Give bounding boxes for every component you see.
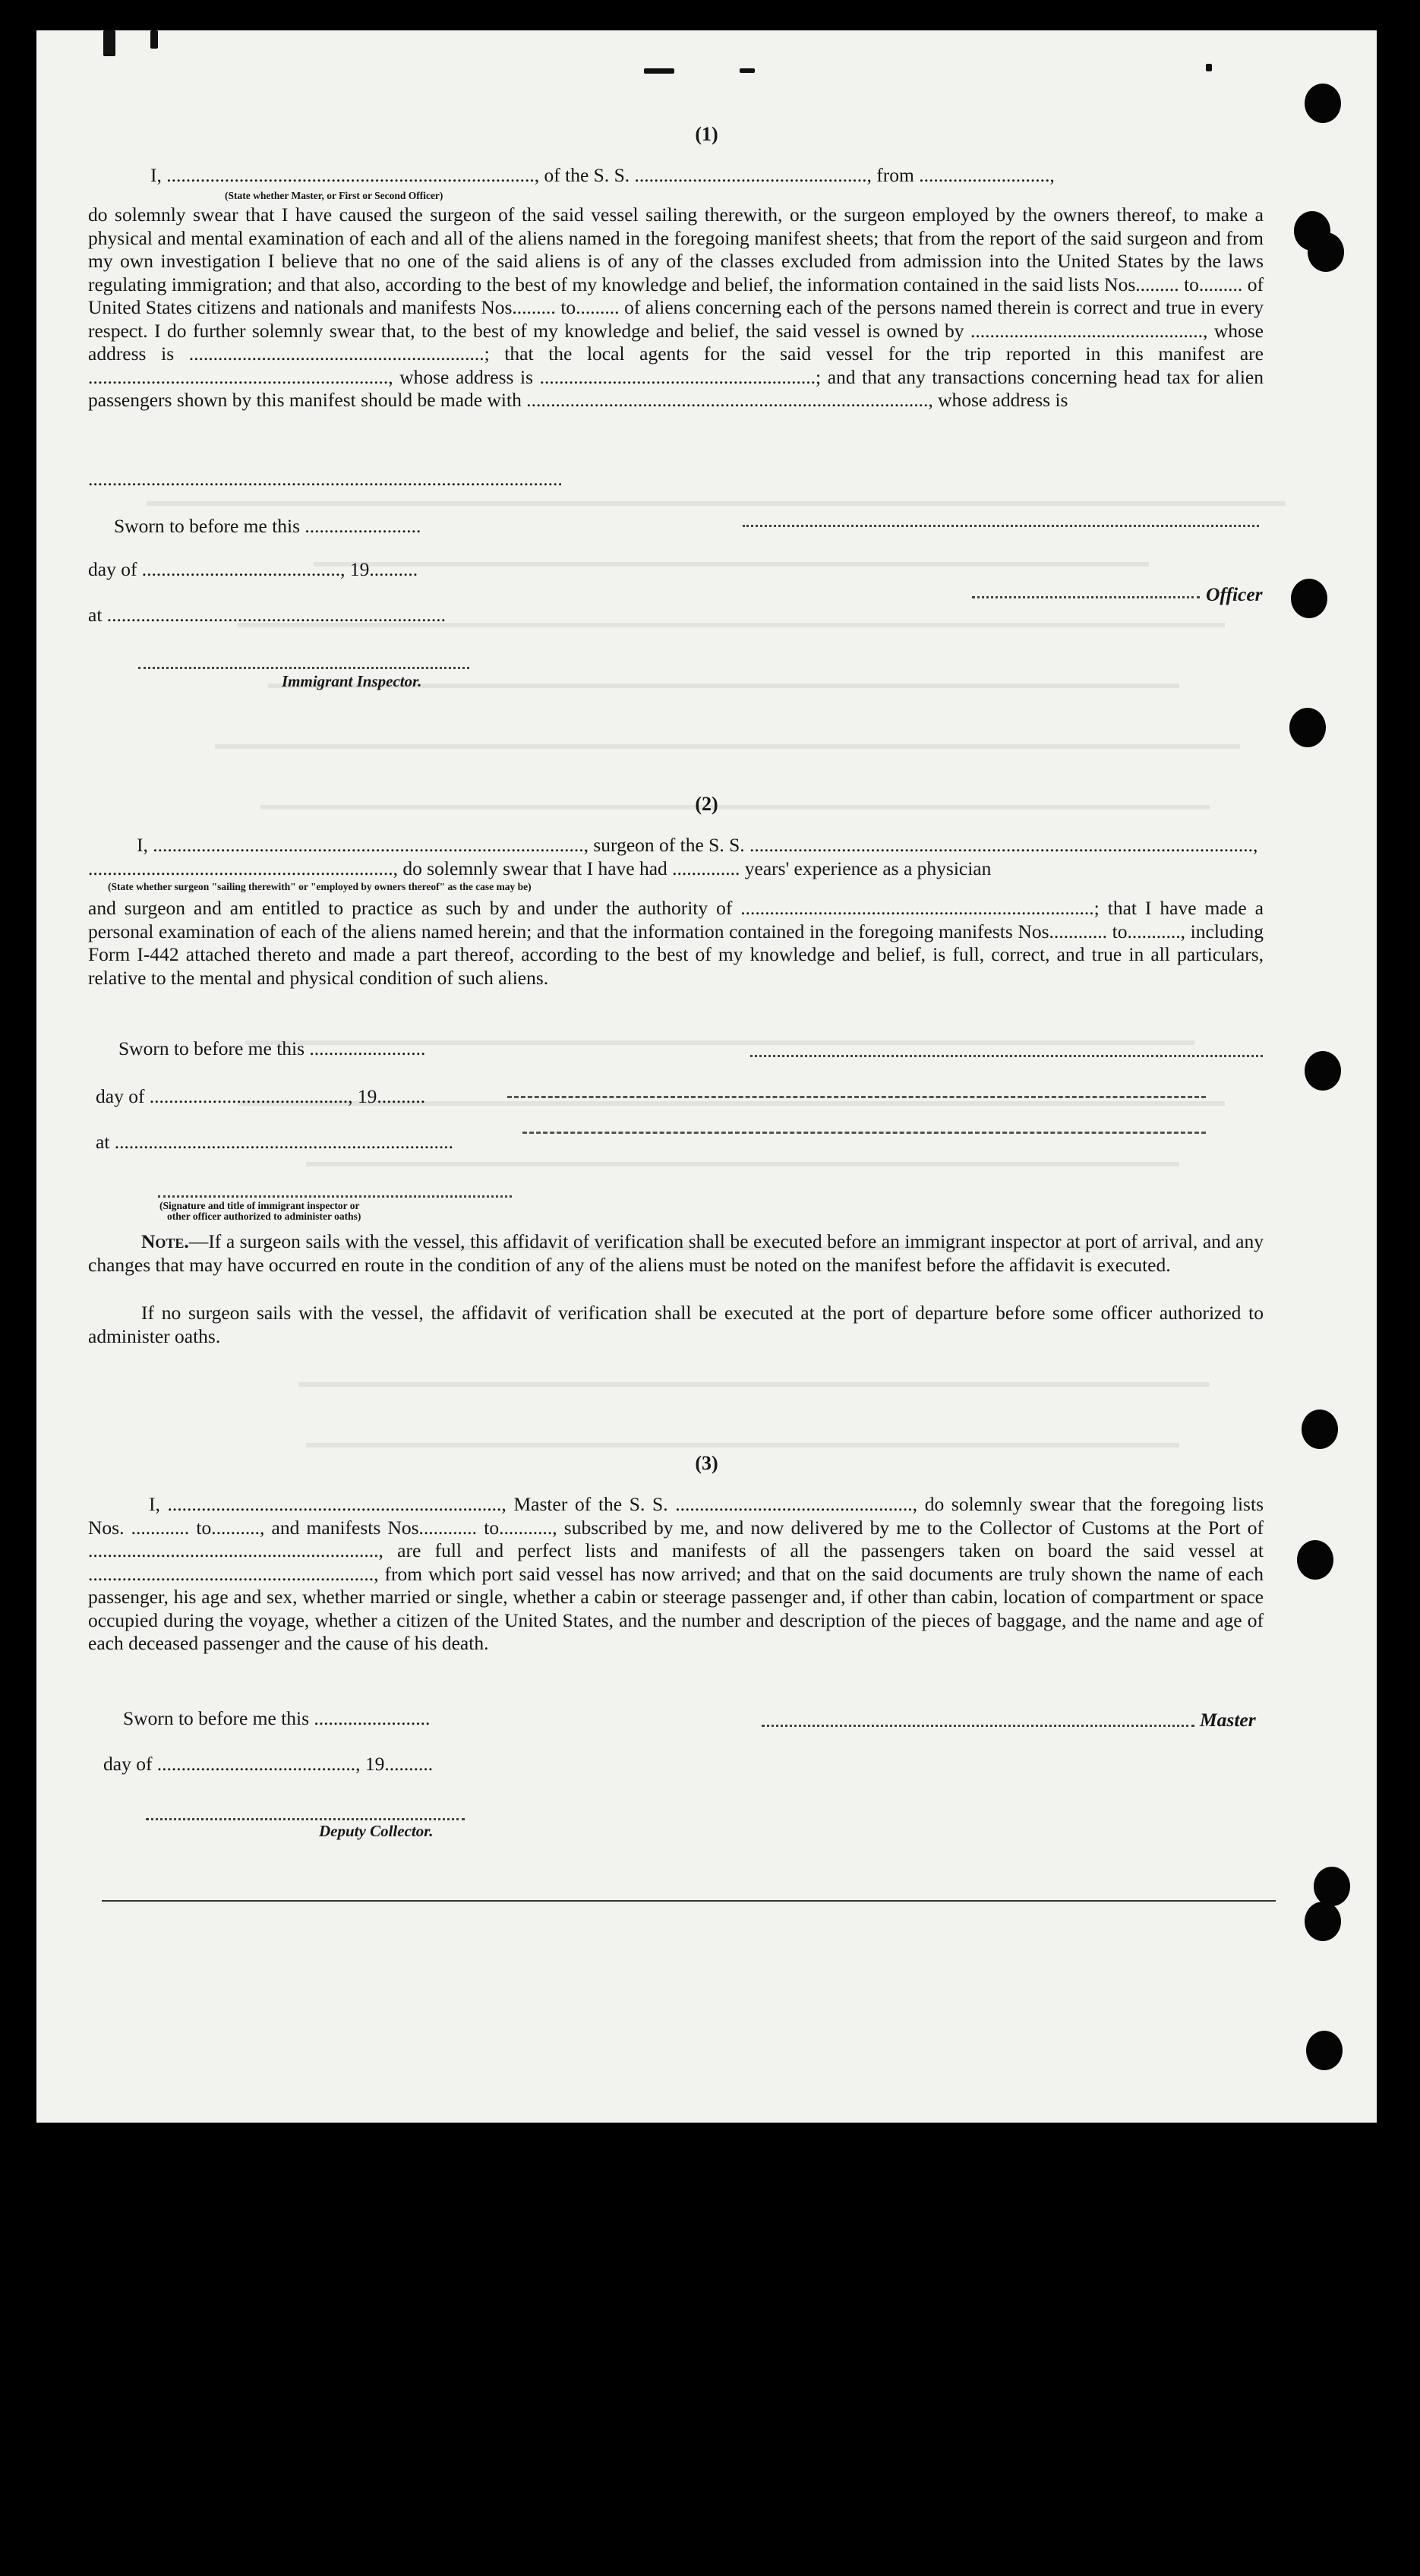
bottom-rule <box>102 1900 1276 1902</box>
section-2-first-line: I, ........................................................................................., surgeon of the S. S. ........................................................................................................, <box>137 834 1258 856</box>
section-2-note <box>88 1230 1264 1277</box>
ink-speck <box>740 68 755 73</box>
section-2-signature-line <box>750 1055 1263 1057</box>
punch-hole <box>1305 84 1341 123</box>
section-2-inspector-signature-line <box>158 1195 512 1198</box>
section-3-number: (3) <box>695 1452 718 1474</box>
section-1-sworn-line: Sworn to before me this ........................ <box>114 515 421 537</box>
section-2-second-line: ..............................................................., do solemnly swear that I have had .............. years' experience as a physician <box>88 857 992 879</box>
ink-speck <box>103 30 115 56</box>
section-1-at-line: at ...................................................................... <box>88 604 447 626</box>
section-3-caption-deputy-collector: Deputy Collector. <box>319 1822 434 1840</box>
section-2-number: (2) <box>695 793 718 815</box>
section-3-sworn-line: Sworn to before me this ........................ <box>123 1707 431 1729</box>
punch-hole <box>1297 1540 1333 1580</box>
section-2-oath-text: and surgeon and am entitled to practice as such by and under the authority of .........................................................................; that I have made a personal examination of each of the aliens named herein; and that the information contained in the foregoing manifests Nos............ to..........., including Form I-442 attached thereto and made a part thereof, according to the best of my knowledge and belief, is full, correct, and true in all particulars, relative to the mental and physical condition of such aliens. <box>88 897 1264 989</box>
ink-speck <box>1206 64 1212 71</box>
note-label: Note. <box>141 1230 189 1252</box>
document-page <box>36 30 1377 2123</box>
punch-hole <box>1291 579 1327 618</box>
punch-hole <box>1302 1410 1338 1449</box>
section-3-master-signature-line <box>762 1725 1194 1727</box>
section-1-first-line-note: (State whether Master, or First or Second Officer) <box>225 190 443 201</box>
section-1-number: (1) <box>695 123 718 145</box>
affidavit-content <box>36 30 1377 2123</box>
section-2-at-line: at ...................................................................... <box>96 1131 454 1153</box>
section-1-caption-immigrant-inspector: Immigrant Inspector. <box>282 672 422 690</box>
section-1-signature-line-top <box>743 525 1259 527</box>
section-2-caption-line-1: (Signature and title of immigrant inspector or <box>159 1200 360 1211</box>
section-3-oath-text: I, ....................................................................., Master of the S. S. ................................................., do solemnly swear that the foregoing lists Nos. ............ to.........., and manifests Nos............ to..........., subscribed by me, and now delivered by me to the Collector of Customs at the Port of ............................................................, are full and perfect lists and manifests of all the passengers taken on board the said vessel at ..........................................................., from which port said vessel has now arrived; and that on the said documents are truly shown the name of each passenger, his age and sex, whether married or single, whether a cabin or steerage passenger and, if other than cabin, location of compartment or space occupied during the voyage, whether a citizen of the United States, and the number and description of the pieces of baggage, and the name and age of each deceased passenger and the cause of his death. <box>88 1493 1264 1654</box>
section-2-dashed-line-2 <box>522 1132 1206 1134</box>
ink-speck <box>150 30 158 49</box>
note-text: —If a surgeon sails with the vessel, this affidavit of verification shall be executed before an immigrant inspector at port of arrival, and any changes that may have occurred en route in the condition of any of the aliens must be noted on the manifest before the affidavit is executed. <box>88 1230 1264 1276</box>
section-2-dashed-line-1 <box>507 1096 1206 1098</box>
punch-hole <box>1308 232 1344 272</box>
punch-hole <box>1306 2031 1343 2070</box>
section-2-caption-line-2: other officer authorized to administer oaths) <box>167 1211 361 1222</box>
ink-speck <box>644 68 674 74</box>
section-2-second-line-note: (State whether surgeon "sailing therewith" or "employed by owners thereof" as the case may be) <box>108 881 532 892</box>
section-2-sworn-line: Sworn to before me this ........................ <box>118 1037 426 1059</box>
section-1-oath-text: do solemnly swear that I have caused the surgeon of the said vessel sailing therewith, or the surgeon employed by the owners thereof, to make a physical and mental examination of each and all of the aliens named in the foregoing manifest sheets; that from the report of the said surgeon and from my own investigation I believe that no one of the said aliens is of any of the classes excluded from admission into the United States by the laws regulating immigration; and that also, according to the best of my knowledge and belief, the information contained in the said lists Nos......... to......... of United States citizens and nationals and manifests Nos......... to......... of aliens concerning each of the persons named therein is correct and true in every respect. I do further solemnly swear that, to the best of my knowledge and belief, the said vessel is owned by ................................................, whose address is .............................................................; that the local agents for the said vessel for the trip reported in this manifest are .............................................................., whose address is .........................................................; and that any transactions concerning head tax for alien passengers shown by this manifest should be made with ..................................................................................., whose address is <box>88 204 1264 411</box>
section-1-day-line: day of ........................................., 19.......... <box>88 558 418 580</box>
section-1-officer-signature-line <box>972 596 1200 598</box>
section-2-day-line: day of ........................................., 19.......... <box>96 1085 426 1107</box>
section-3-master-label: Master <box>1200 1709 1256 1731</box>
section-2-note-continued: If no surgeon sails with the vessel, the affidavit of verification shall be executed at the port of departure before some officer authorized to administer oaths. <box>88 1302 1264 1347</box>
punch-hole <box>1289 708 1326 747</box>
punch-hole <box>1305 1051 1341 1091</box>
section-3-day-line: day of ........................................., 19.......... <box>103 1753 434 1775</box>
section-1-officer-label: Officer <box>1206 583 1263 605</box>
section-1-oath-text-end: .................................................................................................. <box>88 468 563 490</box>
section-1-first-line: I, ............................................................................, of the S. S. ................................................, from ..........................., <box>150 164 1055 186</box>
section-1-inspector-signature-line <box>138 667 469 669</box>
punch-hole <box>1314 1867 1350 1906</box>
punch-hole <box>1305 1902 1341 1941</box>
